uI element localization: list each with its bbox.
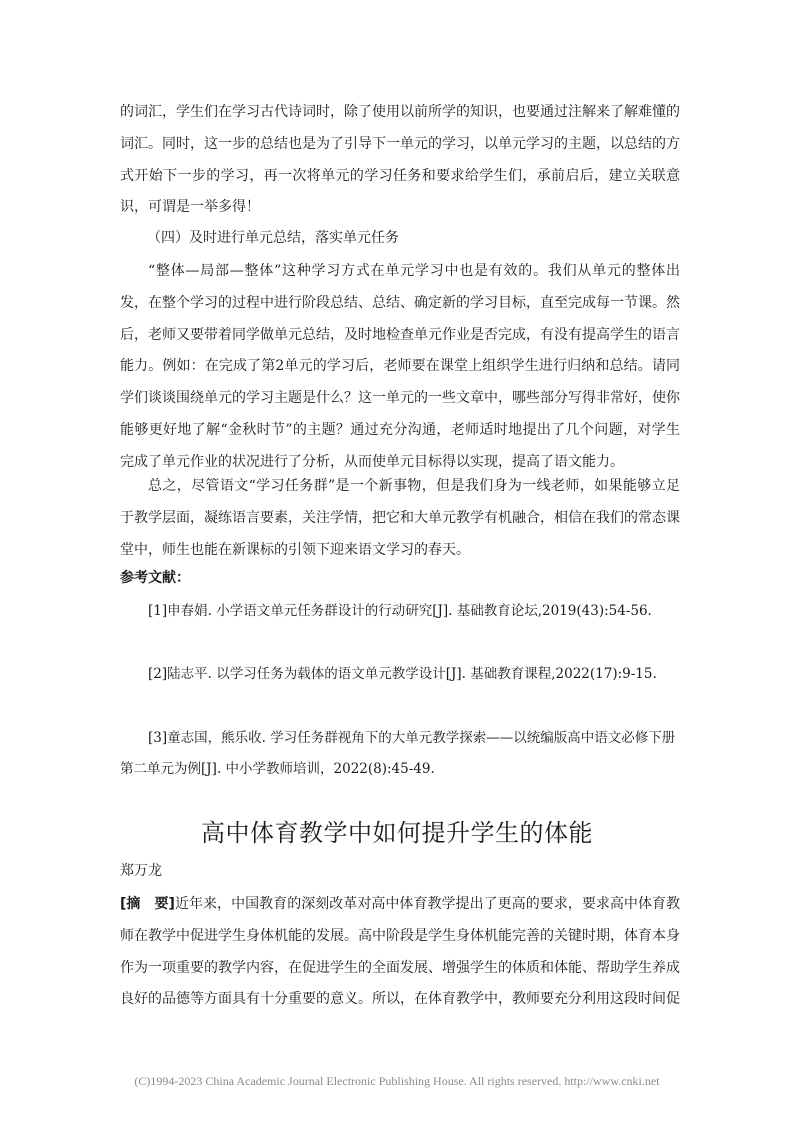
abstract-text: 近年来，中国教育的深刻改革对高中体育教学提出了更高的要求，要求高中体育教师在教学中促进学生身体机能的发展。高中阶段是学生身体机能完善的关键时期，体育本身作为一项重要的教学内容，在促进学生的全面发展、增强学生的体质和体能、帮助学生养成良好的品德等方面具有十分重要的意义。所以，在体育教学中，教师要充分利用这段时间促	[120, 896, 681, 1008]
article-title: 高中体育教学中如何提升学生的体能	[201, 819, 593, 847]
references-heading: 参考文献：	[120, 570, 190, 586]
article-abstract	[120, 889, 680, 1016]
paragraph-whole-part-whole: “整体—局部—整体”这种学习方式在单元学习中也是有效的。我们从单元的整体出发，在整个学习的过程中进行阶段总结、总结、确定新的学习目标，直至完成每一节课。然后，老师又要带着同学做单元总结，及时地检查单元作业是否完成，有没有提高学生的语言能力。例如：在完成了第2单元的学习后，老师要在课堂上组织学生进行归纳和总结。请同学们谈谈围绕单元的学习主题是什么？这一单元的一些文章中，哪些部分写得非常好，使你能够更好地了解“金秋时节”的主题？通过充分沟通，老师适时地提出了几个问题，对学生完成了单元作业的状况进行了分析，从而使单元目标得以实现，提高了语文能力。	[120, 263, 680, 470]
reference-item-3: [3]童志国，熊乐收. 学习任务群视角下的大单元教学探索——以统编版高中语文必修下册第二单元为例[J]. 中小学教师培训，2022(8):45-49.	[120, 730, 676, 777]
reference-item-1: [1]申春娟. 小学语文单元任务群设计的行动研究[J]. 基础教育论坛,2019(43):54-56.	[148, 603, 652, 619]
copyright-footer: (C)1994-2023 China Academic Journal Electronic Publishing House. All rights reserved. http://www.cnki.net	[134, 1074, 660, 1088]
paragraph-unit-vocabulary: 的词汇，学生们在学习古代诗词时，除了使用以前所学的知识，也要通过注解来了解难懂的词汇。同时，这一步的总结也是为了引导下一单元的学习，以单元学习的主题，以总结的方式开始下一步的学习，再一次将单元的学习任务和要求给学生们，承前启后，建立关联意识，可谓是一举多得！	[120, 104, 680, 216]
reference-item-2: [2]陆志平. 以学习任务为载体的语文单元教学设计[J]. 基础教育课程,2022(17):9-15.	[148, 666, 657, 682]
section-heading-4: （四）及时进行单元总结，落实单元任务	[147, 230, 399, 246]
article-author: 郑万龙	[120, 863, 162, 879]
abstract-label: [摘 要]	[120, 896, 175, 912]
paragraph-conclusion: 总之，尽管语文“学习任务群”是一个新事物，但是我们身为一线老师，如果能够立足于教学层面，凝练语言要素，关注学情，把它和大单元教学有机融合，相信在我们的常态课堂中，师生也能在新课标的引领下迎来语文学习的春天。	[120, 478, 680, 558]
